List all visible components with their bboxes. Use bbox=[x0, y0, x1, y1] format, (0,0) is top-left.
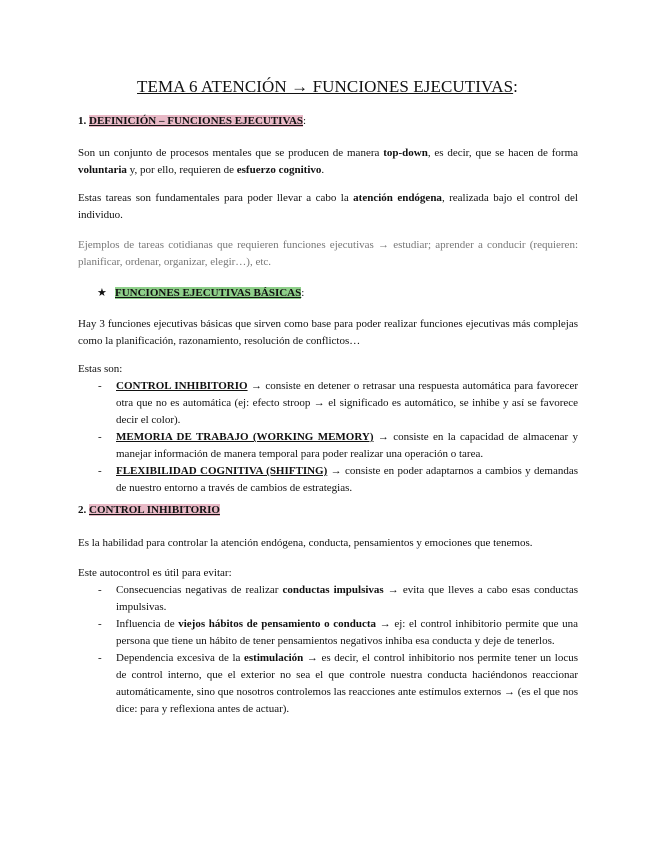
bold-term: viejos hábitos de pensamiento o conducta bbox=[178, 618, 377, 630]
heading-colon: : bbox=[301, 287, 305, 299]
list-item bbox=[78, 463, 578, 497]
title-text: TEMA 6 ATENCIÓN → FUNCIONES EJECUTIVAS bbox=[137, 77, 514, 96]
bullet: - bbox=[98, 431, 102, 443]
text-run: , es decir, que se hacen de forma bbox=[427, 147, 579, 159]
examples-paragraph: Ejemplos de tareas cotidianas que requieren funciones ejecutivas → estudiar; aprender a conducir (requieren: planificar, ordenar, organizar, elegir…), etc. bbox=[78, 239, 578, 268]
basic-functions-paragraph: Hay 3 funciones ejecutivas básicas que sirven como base para poder realizar funciones ejecutivas más complejas como la planificación, razonamiento, resolución de conflictos… bbox=[78, 318, 578, 347]
text-run: → evita que lleves a cabo esas conductas impulsivas. bbox=[116, 584, 578, 613]
heading-colon: : bbox=[303, 115, 307, 127]
bullet: - bbox=[98, 380, 102, 392]
text-run: Consecuencias negativas de realizar bbox=[116, 584, 283, 596]
text-run: Son un conjunto de procesos mentales que se producen de manera bbox=[78, 147, 384, 159]
bold-term: top-down bbox=[383, 147, 428, 159]
bullet: - bbox=[98, 652, 102, 664]
bullet: - bbox=[98, 584, 102, 596]
section-1-heading bbox=[78, 113, 578, 130]
bold-term: esfuerzo cognitivo bbox=[236, 164, 322, 176]
bullet: - bbox=[98, 618, 102, 630]
text-run: y, por ello, requieren de bbox=[126, 164, 237, 176]
item-text: → consiste en detener o retrasar una respuesta automática para favorecer otra que no es automática (ej: efecto stroop → el significado es automático, se inhibe y así se favorece decir el color). bbox=[116, 380, 579, 426]
bold-term: atención endógena bbox=[353, 192, 442, 204]
text-run: Influencia de bbox=[116, 618, 179, 630]
section-heading-text: CONTROL INHIBITORIO bbox=[89, 504, 220, 516]
text-run: , realizada bajo el control del individuo. bbox=[78, 192, 578, 221]
bullet: - bbox=[98, 465, 102, 477]
bold-term: voluntaria bbox=[78, 164, 127, 176]
section-2-heading bbox=[78, 502, 578, 519]
section-number: 2. bbox=[78, 504, 89, 516]
item-text: → consiste en la capacidad de almacenar y manejar información de manera temporal para poder realizar una operación o tarea. bbox=[116, 431, 579, 460]
endogenous-paragraph bbox=[78, 190, 578, 224]
list-intro: Estas son: bbox=[78, 363, 123, 375]
definition-paragraph bbox=[78, 145, 578, 179]
item-term: FLEXIBILIDAD COGNITIVA (SHIFTING) bbox=[116, 465, 328, 477]
item-term: MEMORIA DE TRABAJO (WORKING MEMORY) bbox=[116, 431, 374, 443]
basic-functions-heading bbox=[97, 285, 304, 302]
item-text: → consiste en poder adaptarnos a cambios y demandas de nuestro entorno a través de cambios de estrategias. bbox=[116, 465, 578, 494]
bold-term: conductas impulsivas bbox=[282, 584, 384, 596]
title-colon: : bbox=[513, 77, 518, 96]
text-run: . bbox=[321, 164, 325, 176]
section-number: 1. bbox=[78, 115, 89, 127]
list-intro: Este autocontrol es útil para evitar: bbox=[78, 567, 232, 579]
list-item bbox=[78, 616, 578, 650]
item-term: CONTROL INHIBITORIO bbox=[116, 380, 248, 392]
inhibitory-definition: Es la habilidad para controlar la atención endógena, conducta, pensamientos y emociones que tenemos. bbox=[78, 537, 533, 549]
list-item bbox=[78, 650, 578, 718]
text-run: → ej: el control inhibitorio permite que una persona que tiene un hábito de tener pensamientos negativos inhiba esa conducta y deje de tenerlos. bbox=[116, 618, 578, 647]
avoid-list bbox=[78, 582, 578, 718]
list-item bbox=[78, 429, 578, 463]
list-item bbox=[78, 582, 578, 616]
list-item bbox=[78, 378, 578, 429]
basic-functions-title: FUNCIONES EJECUTIVAS BÁSICAS bbox=[115, 287, 302, 299]
basic-functions-list bbox=[78, 361, 578, 497]
text-run: Estas tareas son fundamentales para poder llevar a cabo la bbox=[78, 192, 354, 204]
star-icon: ★ bbox=[97, 287, 107, 299]
section-heading-text: DEFINICIÓN – FUNCIONES EJECUTIVAS bbox=[89, 115, 304, 127]
inhibitory-list bbox=[78, 565, 578, 718]
text-run: → es decir, el control inhibitorio nos permite tener un locus de control interno, que el exterior no sea el que controle nuestra conducta haciéndonos reaccionar automáticamente, sino que nosotros controlemos las reacciones ante estímulos externos → (es el que nos dice: para y reflexiona antes de actuar). bbox=[116, 652, 578, 715]
bold-term: estimulación bbox=[244, 652, 304, 664]
text-run: Dependencia excesiva de la bbox=[116, 652, 245, 664]
functions-list bbox=[78, 378, 578, 497]
page-title bbox=[0, 77, 655, 97]
